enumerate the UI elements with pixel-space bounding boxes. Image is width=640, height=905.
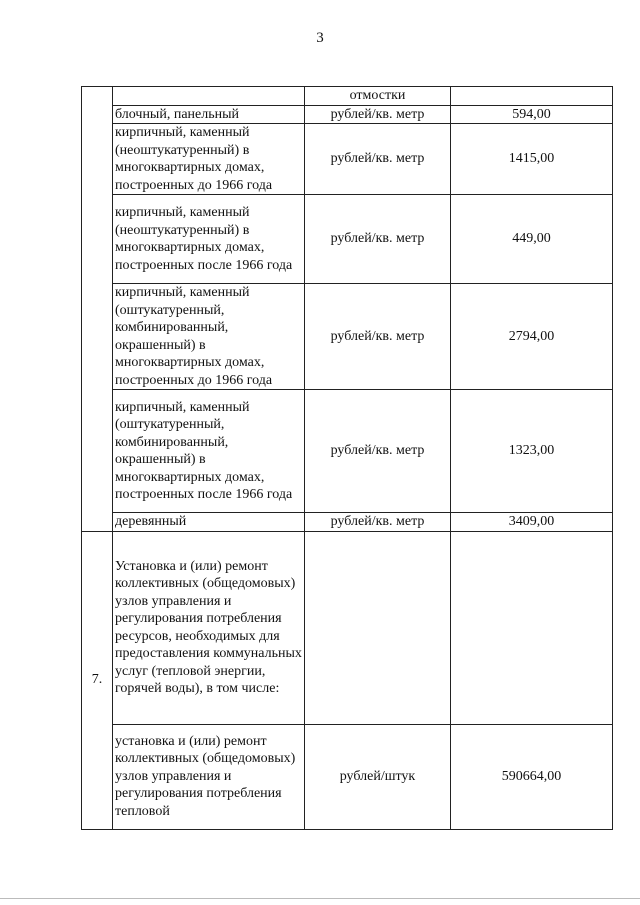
table-row [82, 284, 613, 390]
table-row [82, 105, 613, 124]
cell-unit-empty [305, 531, 451, 724]
cell-name: установка и (или) ремонт коллективных (общедомовых) узлов управления и регулирования потребления тепловой [113, 724, 305, 829]
cell-name: кирпичный, каменный (оштукатуренный, комбинированный, окрашенный) в многоквартирных домах, построенных до 1966 года [113, 284, 305, 390]
cell-price: 1415,00 [451, 124, 613, 195]
cell-unit: отмостки [305, 87, 451, 106]
cell-price: 2794,00 [451, 284, 613, 390]
cell-unit: рублей/кв. метр [305, 195, 451, 284]
rates-table [81, 86, 613, 830]
cell-unit: рублей/штук [305, 724, 451, 829]
cell-price: 594,00 [451, 105, 613, 124]
page-bottom-rule [0, 898, 640, 899]
table-row [82, 124, 613, 195]
cell-price: 449,00 [451, 195, 613, 284]
cell-name: кирпичный, каменный (оштукатуренный, комбинированный, окрашенный) в многоквартирных домах, построенных после 1966 года [113, 390, 305, 513]
table-row [82, 724, 613, 829]
cell-price-empty [451, 531, 613, 724]
cell-price: 590664,00 [451, 724, 613, 829]
cell-name: кирпичный, каменный (неоштукатуренный) в многоквартирных домах, построенных до 1966 года [113, 124, 305, 195]
table-row [82, 531, 613, 724]
cell-price: 3409,00 [451, 513, 613, 532]
cell-name: Установка и (или) ремонт коллективных (общедомовых) узлов управления и регулирования потребления ресурсов, необходимых для предоставления коммунальных услуг (тепловой энергии, горячей воды), в том числе: [113, 531, 305, 724]
row-number-empty [82, 87, 113, 532]
table-row [82, 513, 613, 532]
row-number: 7. [82, 531, 113, 829]
cell-unit: рублей/кв. метр [305, 513, 451, 532]
cell-unit: рублей/кв. метр [305, 390, 451, 513]
cell-name-empty [113, 87, 305, 106]
table-row [82, 195, 613, 284]
table-row [82, 87, 613, 106]
table-row [82, 390, 613, 513]
cell-unit: рублей/кв. метр [305, 124, 451, 195]
cell-price: 1323,00 [451, 390, 613, 513]
cell-unit: рублей/кв. метр [305, 284, 451, 390]
cell-price-empty [451, 87, 613, 106]
cell-name: деревянный [113, 513, 305, 532]
page-number: 3 [316, 30, 324, 46]
cell-name: кирпичный, каменный (неоштукатуренный) в многоквартирных домах, построенных после 1966 года [113, 195, 305, 284]
cell-unit: рублей/кв. метр [305, 105, 451, 124]
cell-name: блочный, панельный [113, 105, 305, 124]
